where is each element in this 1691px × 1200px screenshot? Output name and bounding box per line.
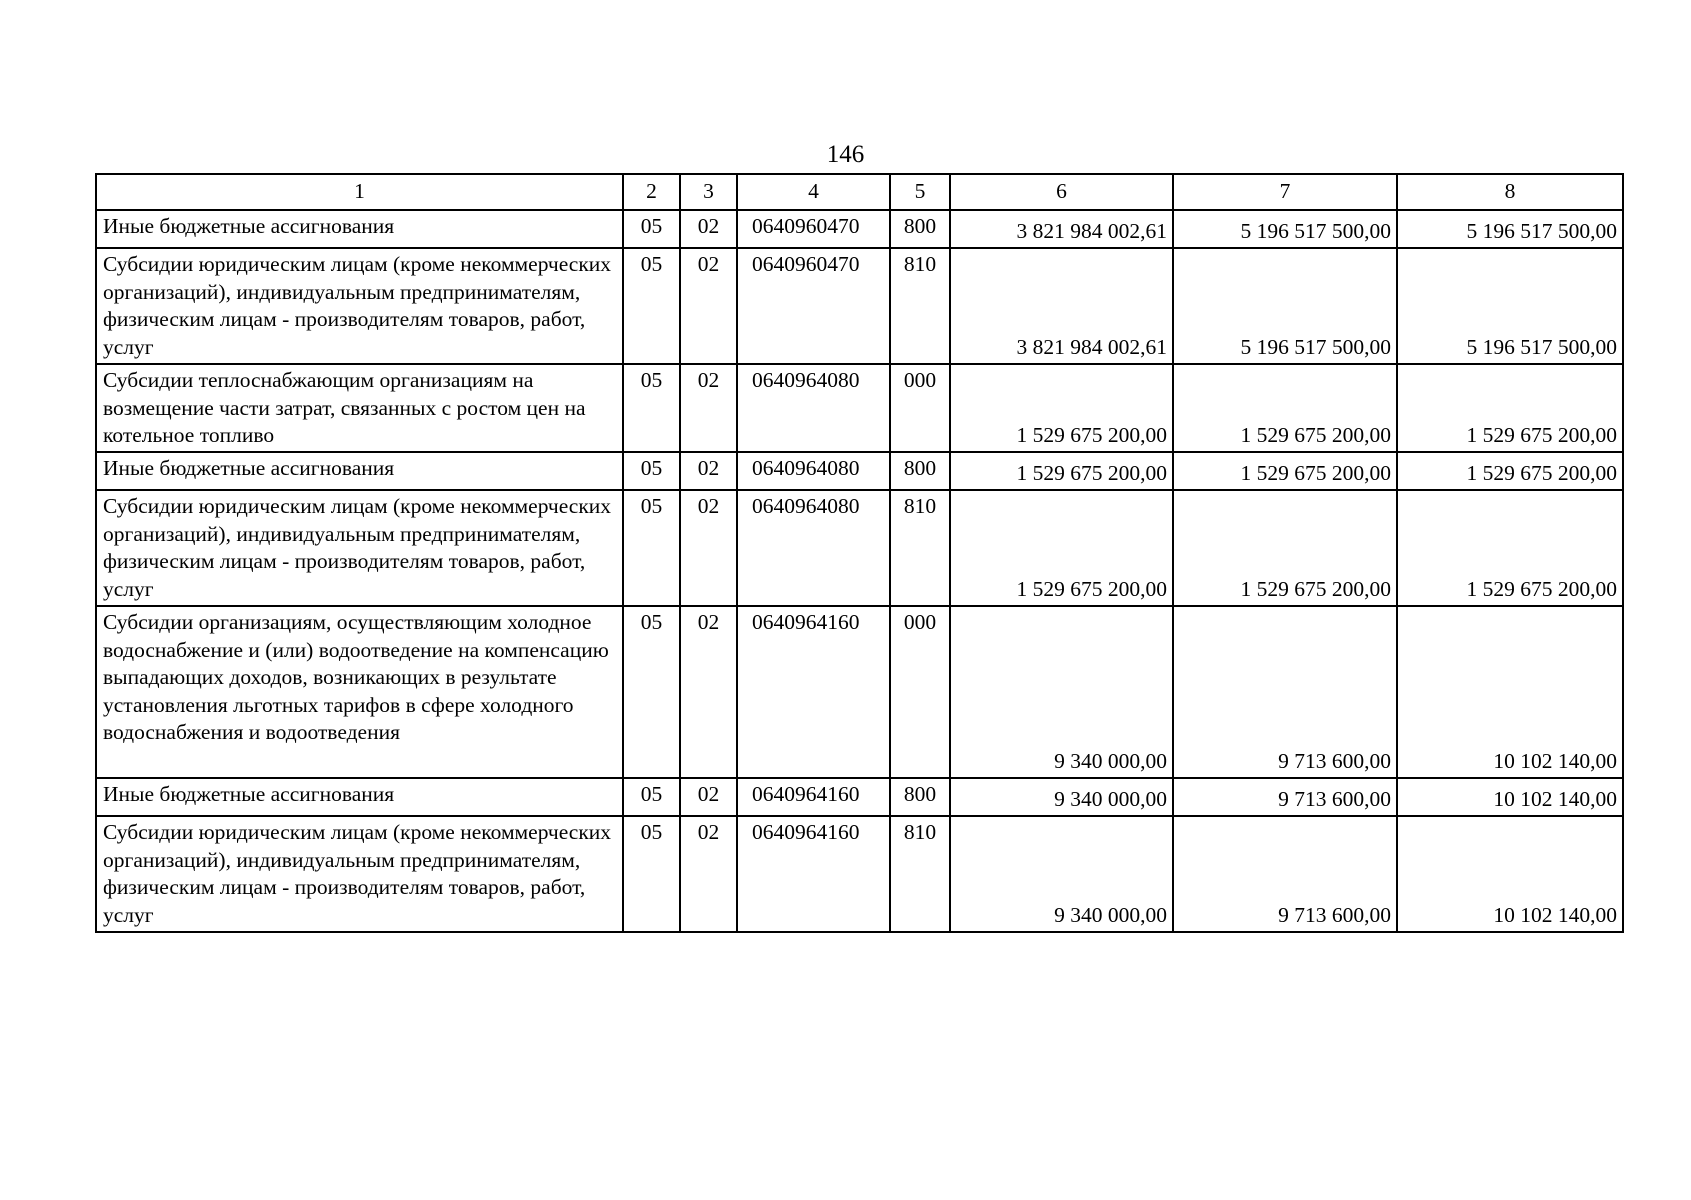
amount-col7: 1 529 675 200,00 [1173,364,1397,452]
header-cell: 5 [890,174,950,210]
amount-col6: 3 821 984 002,61 [950,248,1173,364]
expense-type-code: 800 [890,452,950,490]
amount-col7: 1 529 675 200,00 [1173,490,1397,606]
amount-col8: 10 102 140,00 [1397,778,1623,816]
target-article-code: 0640964160 [737,778,890,816]
row-name: Иные бюджетные ассигнования [96,210,623,248]
subsection-code: 02 [680,490,737,606]
row-name: Иные бюджетные ассигнования [96,778,623,816]
subsection-code: 02 [680,778,737,816]
expense-type-code: 810 [890,248,950,364]
amount-col6: 9 340 000,00 [950,606,1173,778]
subsection-code: 02 [680,364,737,452]
section-code: 05 [623,364,680,452]
target-article-code: 0640964160 [737,816,890,932]
target-article-code: 0640964080 [737,364,890,452]
section-code: 05 [623,778,680,816]
amount-col8: 1 529 675 200,00 [1397,490,1623,606]
section-code: 05 [623,210,680,248]
header-cell: 2 [623,174,680,210]
subsection-code: 02 [680,606,737,778]
row-name: Иные бюджетные ассигнования [96,452,623,490]
subsection-code: 02 [680,452,737,490]
header-cell: 6 [950,174,1173,210]
amount-col8: 10 102 140,00 [1397,606,1623,778]
table-row [96,210,1623,248]
header-cell: 8 [1397,174,1623,210]
row-name: Субсидии организациям, осуществляющим холодное водоснабжение и (или) водоотведение на компенсацию выпадающих доходов, возникающих в результате установления льготных тарифов в сфере холодного водоснабжения и водоотведения [96,606,623,778]
expense-type-code: 000 [890,606,950,778]
table-header-row [96,174,1623,210]
table-row [96,606,1623,778]
table-row [96,248,1623,364]
section-code: 05 [623,452,680,490]
row-name: Субсидии юридическим лицам (кроме некоммерческих организаций), индивидуальным предпринимателям, физическим лицам - производителям товаров, работ, услуг [96,490,623,606]
header-cell: 4 [737,174,890,210]
table-row [96,452,1623,490]
header-cell: 7 [1173,174,1397,210]
section-code: 05 [623,816,680,932]
row-name: Субсидии теплоснабжающим организациям на возмещение части затрат, связанных с ростом цен на котельное топливо [96,364,623,452]
table-row [96,490,1623,606]
expense-type-code: 000 [890,364,950,452]
expense-type-code: 800 [890,210,950,248]
target-article-code: 0640964160 [737,606,890,778]
amount-col7: 1 529 675 200,00 [1173,452,1397,490]
amount-col7: 9 713 600,00 [1173,816,1397,932]
amount-col6: 9 340 000,00 [950,778,1173,816]
subsection-code: 02 [680,210,737,248]
amount-col6: 1 529 675 200,00 [950,452,1173,490]
subsection-code: 02 [680,816,737,932]
amount-col6: 9 340 000,00 [950,816,1173,932]
section-code: 05 [623,490,680,606]
header-cell: 3 [680,174,737,210]
amount-col8: 1 529 675 200,00 [1397,364,1623,452]
amount-col6: 1 529 675 200,00 [950,490,1173,606]
amount-col8: 10 102 140,00 [1397,816,1623,932]
subsection-code: 02 [680,248,737,364]
amount-col7: 5 196 517 500,00 [1173,248,1397,364]
amount-col8: 5 196 517 500,00 [1397,210,1623,248]
amount-col6: 3 821 984 002,61 [950,210,1173,248]
amount-col7: 5 196 517 500,00 [1173,210,1397,248]
table-row [96,816,1623,932]
amount-col7: 9 713 600,00 [1173,778,1397,816]
row-name: Субсидии юридическим лицам (кроме некоммерческих организаций), индивидуальным предпринимателям, физическим лицам - производителям товаров, работ, услуг [96,816,623,932]
table-row [96,364,1623,452]
table-row [96,778,1623,816]
target-article-code: 0640964080 [737,452,890,490]
target-article-code: 0640960470 [737,248,890,364]
expense-type-code: 800 [890,778,950,816]
row-name: Субсидии юридическим лицам (кроме некоммерческих организаций), индивидуальным предпринимателям, физическим лицам - производителям товаров, работ, услуг [96,248,623,364]
amount-col7: 9 713 600,00 [1173,606,1397,778]
page-number: 146 [826,141,865,168]
expense-type-code: 810 [890,816,950,932]
section-code: 05 [623,248,680,364]
amount-col8: 1 529 675 200,00 [1397,452,1623,490]
header-cell: 1 [96,174,623,210]
budget-table [95,173,1624,933]
section-code: 05 [623,606,680,778]
target-article-code: 0640964080 [737,490,890,606]
amount-col8: 5 196 517 500,00 [1397,248,1623,364]
amount-col6: 1 529 675 200,00 [950,364,1173,452]
target-article-code: 0640960470 [737,210,890,248]
expense-type-code: 810 [890,490,950,606]
